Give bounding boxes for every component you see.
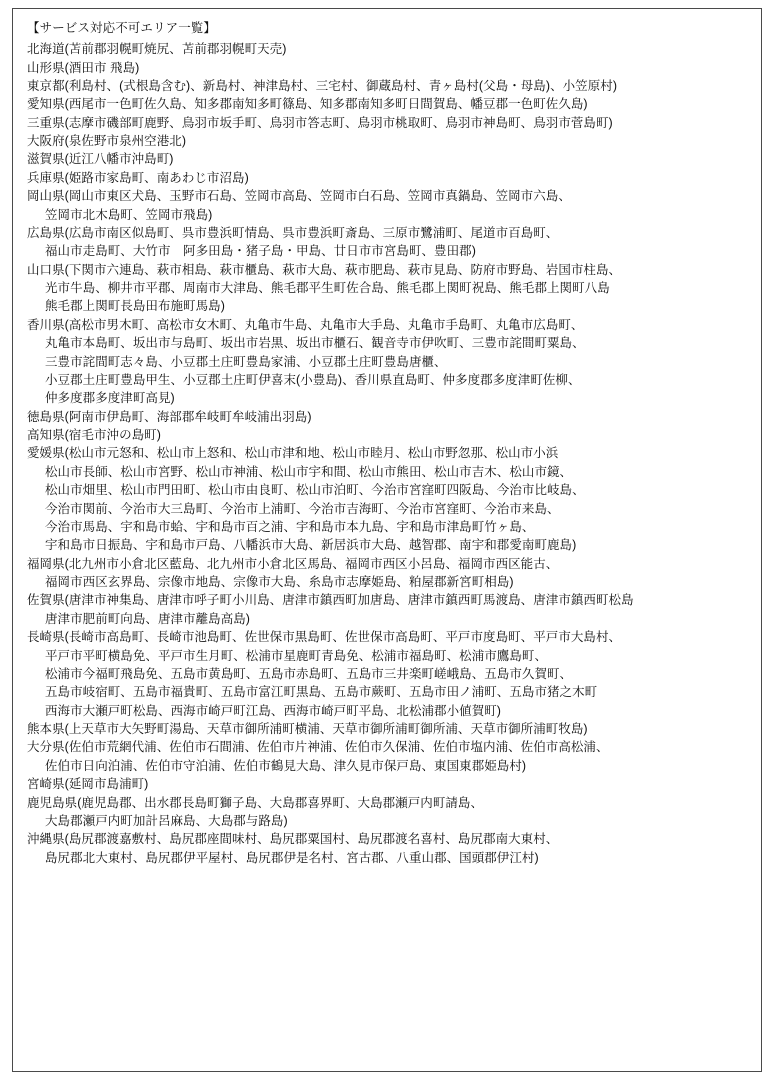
area-entry-line: 岡山県(岡山市東区犬島、玉野市石島、笠岡市高島、笠岡市白石島、笠岡市真鍋島、笠岡市六島、 xyxy=(27,189,571,204)
area-entry xyxy=(27,114,751,132)
area-entry-line: 大分県(佐伯市荒網代浦、佐伯市石間浦、佐伯市片神浦、佐伯市久保浦、佐伯市塩内浦、佐伯市高松浦、 xyxy=(27,740,609,755)
area-entry-line: 北海道(苫前郡羽幌町焼尻、苫前郡羽幌町天売) xyxy=(27,42,287,57)
area-entry-line: 福岡県(北九州市小倉北区藍島、北九州市小倉北区馬島、福岡市西区小呂島、福岡市西区能古、 xyxy=(27,556,559,571)
area-entry-line: 滋賀県(近江八幡市沖島町) xyxy=(27,152,174,167)
area-entry-line: 熊本県(上天草市大矢野町湯島、天草市御所浦町横浦、天草市御所浦町御所浦、天草市御所浦町牧島) xyxy=(27,722,588,736)
area-entry-line: 松山市畑里、松山市門田町、松山市由良町、松山市泊町、今治市宮窪町四阪島、今治市比岐島、 xyxy=(45,483,585,498)
area-entry xyxy=(27,261,751,316)
area-entry xyxy=(27,720,751,738)
area-entry xyxy=(27,426,751,444)
area-list xyxy=(27,40,751,867)
area-entry xyxy=(27,408,751,426)
area-entry-line: 佐伯市日向泊浦、佐伯市守泊浦、佐伯市鶴見大島、津久見市保戸島、東国東郡姫島村) xyxy=(45,758,527,773)
area-entry-line: 松浦市今福町飛島免、五島市黄島町、五島市赤島町、五島市三井楽町嵯峨島、五島市久賀町、 xyxy=(45,666,573,681)
area-entry xyxy=(27,738,751,775)
area-entry xyxy=(27,444,751,554)
area-entry xyxy=(27,187,751,224)
area-entry-line: 佐賀県(唐津市神集島、唐津市呼子町小川島、唐津市鎮西町加唐島、唐津市鎮西町馬渡島、唐津市鎮西町松島 xyxy=(27,593,634,608)
area-entry-line: 笠岡市北木島町、笠岡市飛島) xyxy=(45,207,213,222)
area-entry-line: 三豊市詫間町志々島、小豆郡土庄町豊島家浦、小豆郡土庄町豊島唐櫃、 xyxy=(45,354,447,369)
area-entry xyxy=(27,132,751,150)
area-entry-line: 沖縄県(島尻郡渡嘉敷村、島尻郡座間味村、島尻郡粟国村、島尻郡渡名喜村、島尻郡南大東村、 xyxy=(27,832,559,847)
area-entry xyxy=(27,591,751,628)
area-entry-line: 仲多度郡多度津町高見) xyxy=(45,391,175,406)
area-entry-line: 宮崎県(延岡市島浦町) xyxy=(27,777,149,792)
area-entry xyxy=(27,59,751,77)
area-entry-line: 長崎県(長崎市高島町、長崎市池島町、佐世保市黒島町、佐世保市高島町、平戸市度島町、平戸市大島村、 xyxy=(27,630,622,645)
area-entry-line: 島尻郡北大東村、島尻郡伊平屋村、島尻郡伊是名村、宮古郡、八重山郡、国頭郡伊江村) xyxy=(45,850,539,865)
area-entry-line: 愛知県(西尾市一色町佐久島、知多郡南知多町篠島、知多郡南知多町日間賀島、幡豆郡一色町佐久島) xyxy=(27,97,588,112)
area-entry-line: 今治市馬島、宇和島市蛤、宇和島市百之浦、宇和島市本九島、宇和島市津島町竹ヶ島、 xyxy=(45,519,535,534)
area-entry-line: 大島郡瀬戸内町加計呂麻島、大島郡与路島) xyxy=(45,813,288,828)
area-entry-line: 山形県(酒田市 飛島) xyxy=(27,60,140,75)
area-entry-line: 西海市大瀬戸町松島、西海市崎戸町江島、西海市崎戸町平島、北松浦郡小値賀町) xyxy=(45,703,502,718)
area-entry-line: 兵庫県(姫路市家島町、南あわじ市沼島) xyxy=(27,170,249,185)
area-entry xyxy=(27,40,751,58)
area-entry xyxy=(27,95,751,113)
area-entry xyxy=(27,316,751,408)
area-entry-line: 松山市長師、松山市宮野、松山市神浦、松山市宇和間、松山市熊田、松山市吉木、松山市鏡、 xyxy=(45,464,573,479)
area-entry-line: 愛媛県(松山市元怒和、松山市上怒和、松山市津和地、松山市睦月、松山市野忽那、松山市小浜 xyxy=(27,446,559,461)
area-entry xyxy=(27,224,751,261)
area-entry-line: 大阪府(泉佐野市泉州空港北) xyxy=(27,134,187,148)
area-entry xyxy=(27,628,751,720)
area-entry-line: 鹿児島県(鹿児島郡、出水郡長島町獅子島、大島郡喜界町、大島郡瀬戸内町請島、 xyxy=(27,795,484,810)
area-entry xyxy=(27,775,751,793)
document-frame xyxy=(12,8,762,1072)
area-entry-line: 福岡市西区玄界島、宗像市地島、宗像市大島、糸島市志摩姫島、粕屋郡新宮町相島) xyxy=(45,575,514,589)
area-entry-line: 今治市関前、今治市大三島町、今治市上浦町、今治市吉海町、今治市宮窪町、今治市来島、 xyxy=(45,501,560,516)
area-entry-line: 山口県(下関市六連島、萩市相島、萩市櫃島、萩市大島、萩市肥島、萩市見島、防府市野島、岩国市柱島、 xyxy=(27,262,622,277)
area-entry xyxy=(27,830,751,867)
area-entry-line: 香川県(高松市男木町、高松市女木町、丸亀市牛島、丸亀市大手島、丸亀市手島町、丸亀市広島町、 xyxy=(27,317,584,332)
area-entry-line: 福山市走島町、大竹市 阿多田島・猪子島・甲島、廿日市市宮島町、豊田郡) xyxy=(45,244,476,259)
area-entry-line: 東京都(利島村、(式根島含む)、新島村、神津島村、三宅村、御蔵島村、青ヶ島村(父島・母島)、小笠原村) xyxy=(27,78,618,93)
area-entry xyxy=(27,555,751,592)
area-entry xyxy=(27,77,751,95)
area-entry xyxy=(27,150,751,168)
area-entry-line: 宇和島市日振島、宇和島市戸島、八幡浜市大島、新居浜市大島、越智郡、南宇和郡愛南町鹿島) xyxy=(45,538,577,553)
area-entry-line: 丸亀市本島町、坂出市与島町、坂出市岩黒、坂出市櫃石、観音寺市伊吹町、三豊市詫間町粟島、 xyxy=(45,336,585,351)
area-entry-line: 五島市岐宿町、五島市福貴町、五島市富江町黒島、五島市蕨町、五島市田ノ浦町、五島市猪之木町 xyxy=(45,685,598,700)
area-entry-line: 広島県(広島市南区似島町、呉市豊浜町情島、呉市豊浜町斎島、三原市鷺浦町、尾道市百島町、 xyxy=(27,225,559,240)
area-entry-line: 徳島県(阿南市伊島町、海部郡牟岐町牟岐浦出羽島) xyxy=(27,409,312,424)
page-title: 【サービス対応不可エリア一覧】 xyxy=(27,21,217,35)
area-entry-line: 平戸市平町横島免、平戸市生月町、松浦市星鹿町青島免、松浦市福島町、松浦市鷹島町、 xyxy=(45,648,548,663)
area-entry-line: 小豆郡土庄町豊島甲生、小豆郡土庄町伊喜末(小豊島)、香川県直島町、仲多度郡多度津町佐柳、 xyxy=(45,372,581,387)
area-entry-line: 唐津市肥前町向島、唐津市離島高島) xyxy=(45,611,251,626)
area-entry-line: 高知県(宿毛市沖の島町) xyxy=(27,428,161,442)
area-entry-line: 光市牛島、柳井市平郡、周南市大津島、熊毛郡平生町佐合島、熊毛郡上関町祝島、熊毛郡上関町八島 xyxy=(45,281,610,295)
area-entry-line: 熊毛郡上関町長島田布施町馬島) xyxy=(45,299,225,314)
area-entry xyxy=(27,169,751,187)
area-entry-line: 三重県(志摩市磯部町鹿野、鳥羽市坂手町、鳥羽市答志町、鳥羽市桃取町、鳥羽市神島町、鳥羽市菅島町) xyxy=(27,115,613,130)
area-entry xyxy=(27,794,751,831)
